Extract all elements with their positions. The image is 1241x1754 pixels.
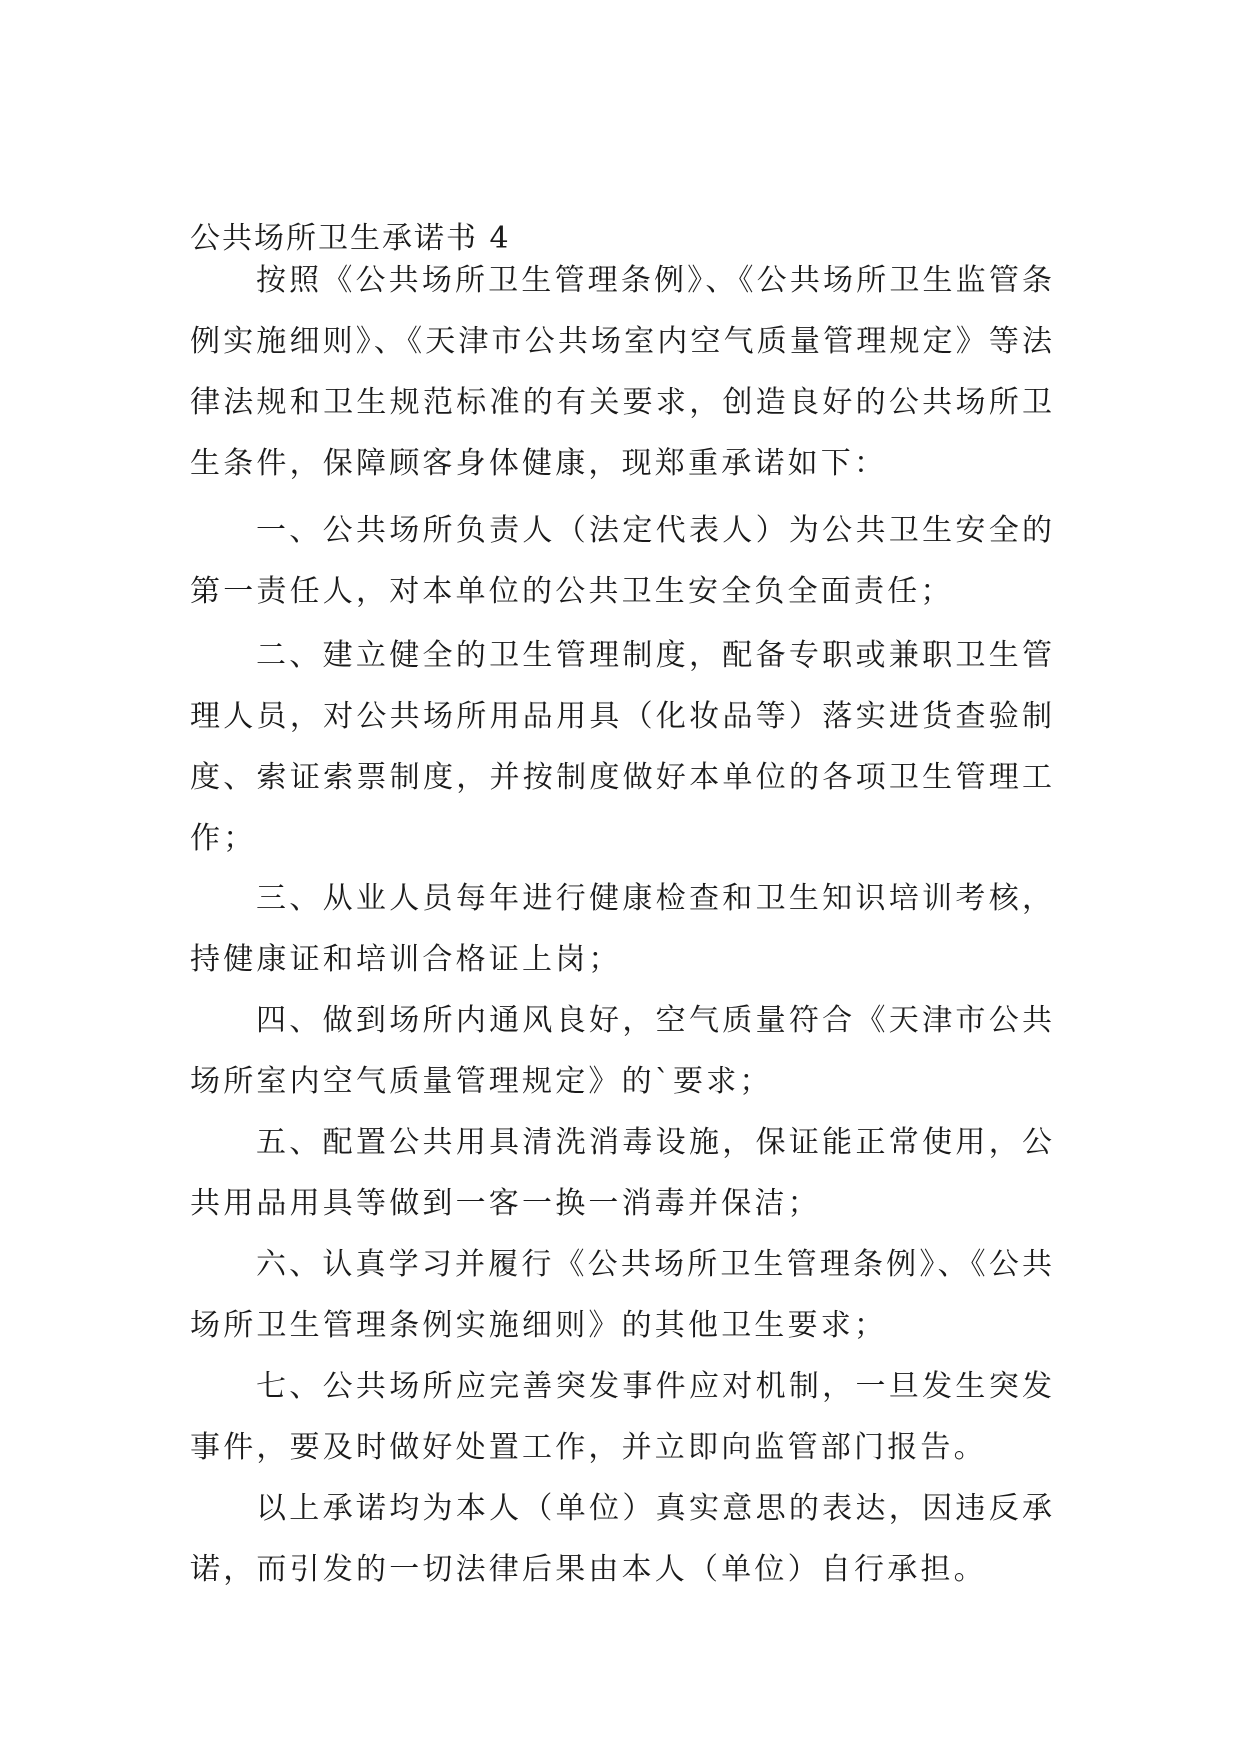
paragraph-line: 四、做到场所内通风良好，空气质量符合《天津市公共 [256, 1003, 1052, 1038]
paragraph-line: 三、从业人员每年进行健康检查和卫生知识培训考核， [256, 881, 1052, 916]
paragraph-line: 五、配置公共用具清洗消毒设施，保证能正常使用，公 [256, 1125, 1052, 1160]
paragraph-line: 按照《公共场所卫生管理条例》、《公共场所卫生监管条 [256, 263, 1052, 298]
paragraph-item-7 [190, 1356, 1052, 1478]
paragraph-closing [190, 1478, 1052, 1600]
paragraph-item-6 [190, 1234, 1052, 1356]
paragraph-line: 六、认真学习并履行《公共场所卫生管理条例》、《公共 [256, 1247, 1052, 1282]
paragraph-line: 作； [190, 821, 257, 856]
paragraph-line: 以上承诺均为本人（单位）真实意思的表达，因违反承 [256, 1491, 1052, 1526]
paragraph-line: 律法规和卫生规范标准的有关要求，创造良好的公共场所卫 [190, 385, 1052, 420]
paragraph-line: 持健康证和培训合格证上岗； [190, 942, 622, 977]
document-title: 公共场所卫生承诺书 4 [190, 221, 511, 256]
paragraph-line: 第一责任人，对本单位的公共卫生安全负全面责任； [190, 574, 954, 609]
paragraph-line: 度、索证索票制度，并按制度做好本单位的各项卫生管理工 [190, 760, 1052, 795]
paragraph-item-4 [190, 990, 1052, 1112]
paragraph-intro [190, 250, 1052, 494]
paragraph-item-2 [190, 625, 1052, 869]
paragraph-line: 例实施细则》、《天津市公共场室内空气质量管理规定》等法 [190, 324, 1052, 359]
paragraph-line: 七、公共场所应完善突发事件应对机制，一旦发生突发 [256, 1369, 1052, 1404]
paragraph-item-3 [190, 868, 1052, 990]
paragraph-line: 场所室内空气质量管理规定》的`要求； [190, 1064, 773, 1099]
paragraph-line: 场所卫生管理条例实施细则》的其他卫生要求； [190, 1308, 888, 1343]
paragraph-line: 理人员，对公共场所用品用具（化妆品等）落实进货查验制 [190, 699, 1052, 734]
paragraph-line: 诺，而引发的一切法律后果由本人（单位）自行承担。 [190, 1552, 987, 1587]
paragraph-line: 一、公共场所负责人（法定代表人）为公共卫生安全的 [256, 513, 1052, 548]
paragraph-item-1 [190, 500, 1052, 622]
paragraph-line: 共用品用具等做到一客一换一消毒并保洁； [190, 1186, 821, 1221]
paragraph-line: 事件，要及时做好处置工作，并立即向监管部门报告。 [190, 1430, 987, 1465]
paragraph-item-5 [190, 1112, 1052, 1234]
paragraph-line: 生条件，保障顾客身体健康，现郑重承诺如下： [190, 446, 888, 481]
paragraph-line: 二、建立健全的卫生管理制度，配备专职或兼职卫生管 [256, 638, 1052, 673]
